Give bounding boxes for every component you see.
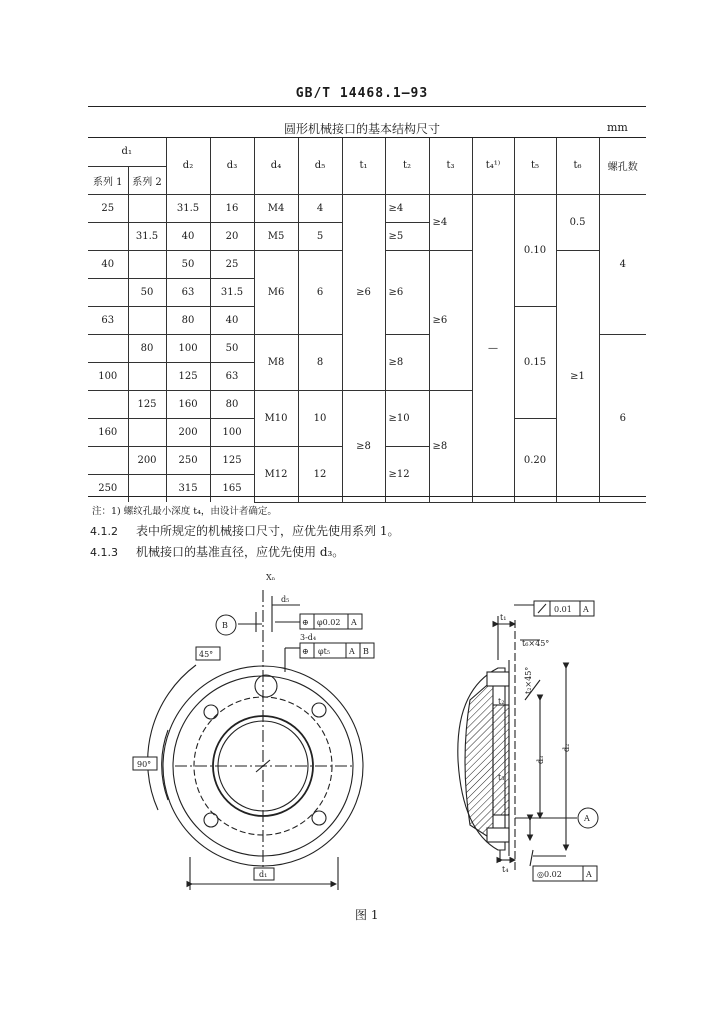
cell-d5: 8: [298, 334, 342, 390]
label-d5: d₅: [281, 595, 290, 604]
cell-holes: 4: [599, 194, 646, 334]
cell-series1: 250: [88, 474, 128, 502]
cell-d5: 10: [298, 390, 342, 446]
label-t4: t₄: [502, 865, 509, 874]
tolerance-frame-position-1: [300, 614, 362, 629]
cell-holes: 6: [599, 334, 646, 502]
bolt-hole: [312, 811, 326, 825]
cell-d2: 40: [166, 222, 210, 250]
header-series2: 系列 2: [128, 166, 166, 194]
section-view: [458, 605, 577, 870]
clause-text: 表中所规定的机械接口尺寸，应优先使用系列 1。: [136, 524, 400, 538]
clause-text: 机械接口的基准直径，应优先使用 d₃。: [136, 545, 345, 559]
header-holes: 螺孔数: [599, 138, 646, 194]
position-symbol-icon: ⊕: [302, 647, 309, 656]
cell-d4: M5: [254, 222, 298, 250]
cell-d2: 50: [166, 250, 210, 278]
cell-d5: 4: [298, 194, 342, 222]
tol2-ref2: B: [363, 647, 369, 656]
cell-t1: ≥8: [342, 390, 385, 502]
cell-d5: 5: [298, 222, 342, 250]
header-t2: t₂: [385, 138, 429, 194]
cell-t2: ≥4: [385, 194, 429, 222]
cell-series1: 25: [88, 194, 128, 222]
header-d1: d₁: [88, 138, 166, 166]
header-t3: t₃: [429, 138, 472, 194]
cell-t2: ≥10: [385, 390, 429, 446]
table-footnote: 注：1) 螺纹孔最小深度 t₄，由设计者确定。: [92, 506, 277, 517]
bolt-hole: [204, 705, 218, 719]
cell-series2: 31.5: [128, 222, 166, 250]
cell-t3: ≥6: [429, 250, 472, 390]
cell-d2: 250: [166, 446, 210, 474]
cell-d2: 100: [166, 334, 210, 362]
flat-value: 0.01: [554, 605, 572, 614]
cell-series1: 40: [88, 250, 128, 278]
standard-header: GB/T 14468.1—93: [295, 86, 429, 101]
tol2-ref1: A: [349, 647, 355, 656]
label-xn: Xₙ: [266, 573, 276, 582]
table-unit: mm: [607, 121, 628, 134]
cell-d4: M6: [254, 250, 298, 334]
header-d3: d₃: [210, 138, 254, 194]
tol1-ref: A: [351, 618, 357, 627]
front-view: [148, 590, 363, 890]
datum-b-letter: B: [222, 621, 228, 630]
section-view-labels: [498, 601, 598, 881]
cell-d3: 20: [210, 222, 254, 250]
datum-a-letter: A: [584, 814, 590, 823]
cell-t2: ≥12: [385, 446, 429, 502]
table-title: 圆形机械接口的基本结构尺寸: [283, 122, 440, 136]
locating-hole: [255, 675, 277, 697]
cell-d2: 200: [166, 418, 210, 446]
cell-series2: 50: [128, 278, 166, 306]
cell-series1: 100: [88, 362, 128, 390]
label-d3: d₃: [536, 755, 545, 764]
cell-d2: 160: [166, 390, 210, 418]
bolt-hole: [312, 703, 326, 717]
cell-t4: —: [472, 194, 514, 502]
label-d2: d₂: [562, 743, 571, 752]
cell-d3: 40: [210, 306, 254, 334]
cell-t2: ≥8: [385, 334, 429, 390]
cell-d4: M8: [254, 334, 298, 390]
clause-number: 4.1.2: [90, 525, 118, 538]
cell-t3: ≥4: [429, 194, 472, 250]
upper-thread-hole: [487, 672, 509, 686]
label-t1: t₁: [500, 613, 507, 622]
cell-t1: ≥6: [342, 194, 385, 390]
cell-series1: 160: [88, 418, 128, 446]
lower-thread-hole: [487, 828, 509, 842]
header-t1: t₁: [342, 138, 385, 194]
tolerance-frame-concentricity: [533, 866, 597, 881]
header-d4: d₄: [254, 138, 298, 194]
label-t2-chamfer: t₂×45°: [524, 666, 533, 694]
label-t6-chamfer: t₆×45°: [522, 639, 550, 648]
cell-t3: ≥8: [429, 390, 472, 502]
clause-number: 4.1.3: [90, 546, 118, 559]
cell-t2: ≥5: [385, 222, 429, 250]
cell-series2: 125: [128, 390, 166, 418]
label-angle45: 45°: [199, 650, 214, 659]
cell-t5: 0.20: [514, 418, 556, 502]
label-holes: 3-d₄: [300, 633, 317, 642]
header-series1: 系列 1: [88, 166, 128, 194]
header-t6: t₆: [556, 138, 599, 194]
bolt-hole: [204, 813, 218, 827]
label-t3: t₃: [498, 773, 505, 782]
tol1-value: φ0.02: [317, 618, 341, 627]
cell-d3: 50: [210, 334, 254, 362]
cell-d5: 12: [298, 446, 342, 502]
cell-series2: 200: [128, 446, 166, 474]
cell-d3: 80: [210, 390, 254, 418]
cell-d2: 31.5: [166, 194, 210, 222]
cell-d3: 31.5: [210, 278, 254, 306]
label-angle90: 90°: [137, 760, 152, 769]
header-d2: d₂: [166, 138, 210, 194]
cell-d3: 16: [210, 194, 254, 222]
label-d1: d₁: [259, 870, 268, 879]
tolerance-frame-position-2: [300, 643, 374, 658]
cell-d5: 6: [298, 250, 342, 334]
cell-t2: ≥6: [385, 250, 429, 334]
tolerance-frame-flatness: [534, 601, 594, 616]
cell-d3: 100: [210, 418, 254, 446]
section-hatch-core: [493, 705, 509, 815]
cell-d2: 315: [166, 474, 210, 502]
cell-t5: 0.10: [514, 194, 556, 306]
cell-d2: 63: [166, 278, 210, 306]
cell-d2: 125: [166, 362, 210, 390]
cell-d3: 125: [210, 446, 254, 474]
cell-d3: 25: [210, 250, 254, 278]
cell-d3: 63: [210, 362, 254, 390]
cell-d4: M4: [254, 194, 298, 222]
flat-ref: A: [583, 605, 589, 614]
cell-d2: 80: [166, 306, 210, 334]
cell-d4: M10: [254, 390, 298, 446]
cell-series2: 80: [128, 334, 166, 362]
tol2-value: φt₅: [318, 647, 331, 656]
figure-caption: 图 1: [355, 908, 379, 922]
conc-value: ◎0.02: [537, 870, 562, 879]
section-hatch-left: [465, 680, 493, 840]
cell-series1: 63: [88, 306, 128, 334]
cell-t6: ≥1: [556, 250, 599, 502]
cell-t6: 0.5: [556, 194, 599, 250]
cell-d3: 165: [210, 474, 254, 502]
conc-leader: [530, 850, 533, 866]
angle-arc-45: [148, 665, 196, 810]
position-symbol-icon: ⊕: [302, 618, 309, 627]
header-d5: d₅: [298, 138, 342, 194]
label-t2: t₂: [498, 697, 505, 706]
header-t4: t₄¹⁾: [472, 138, 514, 194]
cell-t5: 0.15: [514, 306, 556, 418]
cell-d4: M12: [254, 446, 298, 502]
conc-ref: A: [586, 870, 592, 879]
header-t5: t₅: [514, 138, 556, 194]
